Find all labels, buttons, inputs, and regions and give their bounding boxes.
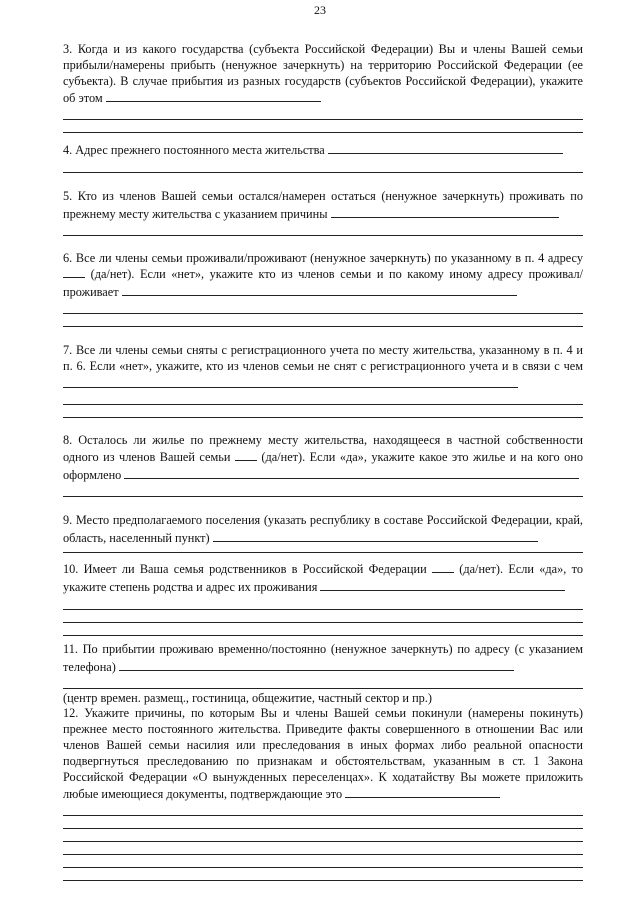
question-6-answer-line[interactable] (63, 326, 583, 327)
question-10-text-a: 10. Имеет ли Ваша семья родственников в Российской Федерации (63, 562, 427, 577)
question-9-answer-inline[interactable] (213, 529, 538, 542)
question-7-answer-line[interactable] (63, 417, 583, 418)
question-8 (63, 433, 583, 483)
question-10-answer-line[interactable] (63, 635, 583, 636)
question-8-answer-inline[interactable] (124, 466, 579, 479)
question-10-answer-inline[interactable] (320, 578, 565, 591)
question-8-answer-line[interactable] (63, 496, 583, 497)
question-10 (63, 561, 583, 596)
question-12 (63, 706, 583, 803)
question-8-text-a: 8. Осталось ли жилье по прежнему месту жительства, находящееся в частной собственности одного из членов Вашей семьи (63, 433, 583, 465)
question-5-answer-inline[interactable] (331, 205, 559, 218)
question-3-answer-line[interactable] (63, 132, 583, 133)
question-9-text: 9. Место предполагаемого поселения (указать республику в составе Российской Федерации, край, область, населенный пункт) (63, 512, 583, 545)
question-4 (63, 141, 583, 159)
question-5 (63, 189, 583, 223)
question-4-answer-line[interactable] (63, 172, 583, 173)
question-5-text: 5. Кто из членов Вашей семьи остался/намерен остаться (ненужное зачеркнуть) проживать по прежнему месту жительства с указанием причины (63, 188, 583, 221)
question-10-yes-no-blank[interactable] (432, 561, 454, 573)
question-6 (63, 251, 583, 301)
question-11 (63, 642, 583, 676)
question-10-text-b: (да/нет). Если «да», то укажите степень родства и адрес их проживания (63, 562, 583, 595)
question-8-text-b: (да/нет). Если «да», укажите какое это жилье и на кого оно оформлено (63, 450, 584, 482)
question-6-text-a: 6. Все ли члены семьи проживали/проживают (ненужное зачеркнуть) по указанному в п. 4 адресу (63, 250, 583, 265)
question-9-answer-line[interactable] (63, 552, 583, 553)
question-11-text: 11. По прибытии проживаю временно/постоянно (ненужное зачеркнуть) по адресу (с указанием телефона) (63, 641, 583, 674)
question-8-yes-no-blank[interactable] (235, 449, 257, 461)
question-7 (63, 343, 583, 392)
question-6-answer-inline[interactable] (122, 283, 517, 296)
question-3-text: 3. Когда и из какого государства (субъекта Российской Федерации) Вы и члены Вашей семьи прибыли/намерены прибыть (ненужное зачеркнуть) на территорию Российской Федерации (ее субъекта). В случае прибытия из разных государств (субъектов Российской Федерации), укажите об этом (63, 42, 583, 106)
question-7-answer-inline[interactable] (63, 375, 518, 388)
question-9 (63, 513, 583, 547)
form-content (63, 42, 583, 881)
question-11-note: (центр времен. размещ., гостиница, общежитие, частный сектор и пр.) (63, 690, 432, 705)
page-number: 23 (314, 3, 326, 17)
question-12-answer-line[interactable] (63, 880, 583, 881)
question-5-answer-line[interactable] (63, 235, 583, 236)
question-4-text: 4. Адрес прежнего постоянного места жительства (63, 143, 325, 158)
question-3 (63, 42, 583, 107)
question-11-answer-line[interactable] (63, 688, 583, 689)
question-12-answer-inline[interactable] (345, 785, 500, 798)
question-6-yes-no-blank[interactable] (63, 266, 85, 278)
question-11-answer-inline[interactable] (119, 658, 514, 671)
question-4-answer-inline[interactable] (328, 141, 563, 154)
question-12-text: 12. Укажите причины, по которым Вы и члены Вашей семьи покинули (намерены покинуть) прежнее место постоянного жительства. Приведите факты совершенного в отношении Вас или членов Вашей семьи насилия или преследования в иных формах либо реальной опасности подвергнуться преследованию по признакам и обстоятельствам, указанным в ст. 1 Закона Российской Федерации «О вынужденных переселенцах». К ходатайству Вы можете приложить любые имеющиеся документы, подтверждающие это (63, 706, 583, 802)
question-7-text: 7. Все ли члены семьи сняты с регистрационного учета по месту жительства, указанному в п. 4 и п. 6. Если «нет», укажите, кто из членов семьи не снят с регистрационного учета и в связи с чем (63, 342, 583, 373)
question-3-answer-inline[interactable] (106, 89, 321, 102)
question-6-text-b: (да/нет). Если «нет», укажите кто из членов семьи и по какому иному адресу проживал/проживает (63, 267, 583, 300)
